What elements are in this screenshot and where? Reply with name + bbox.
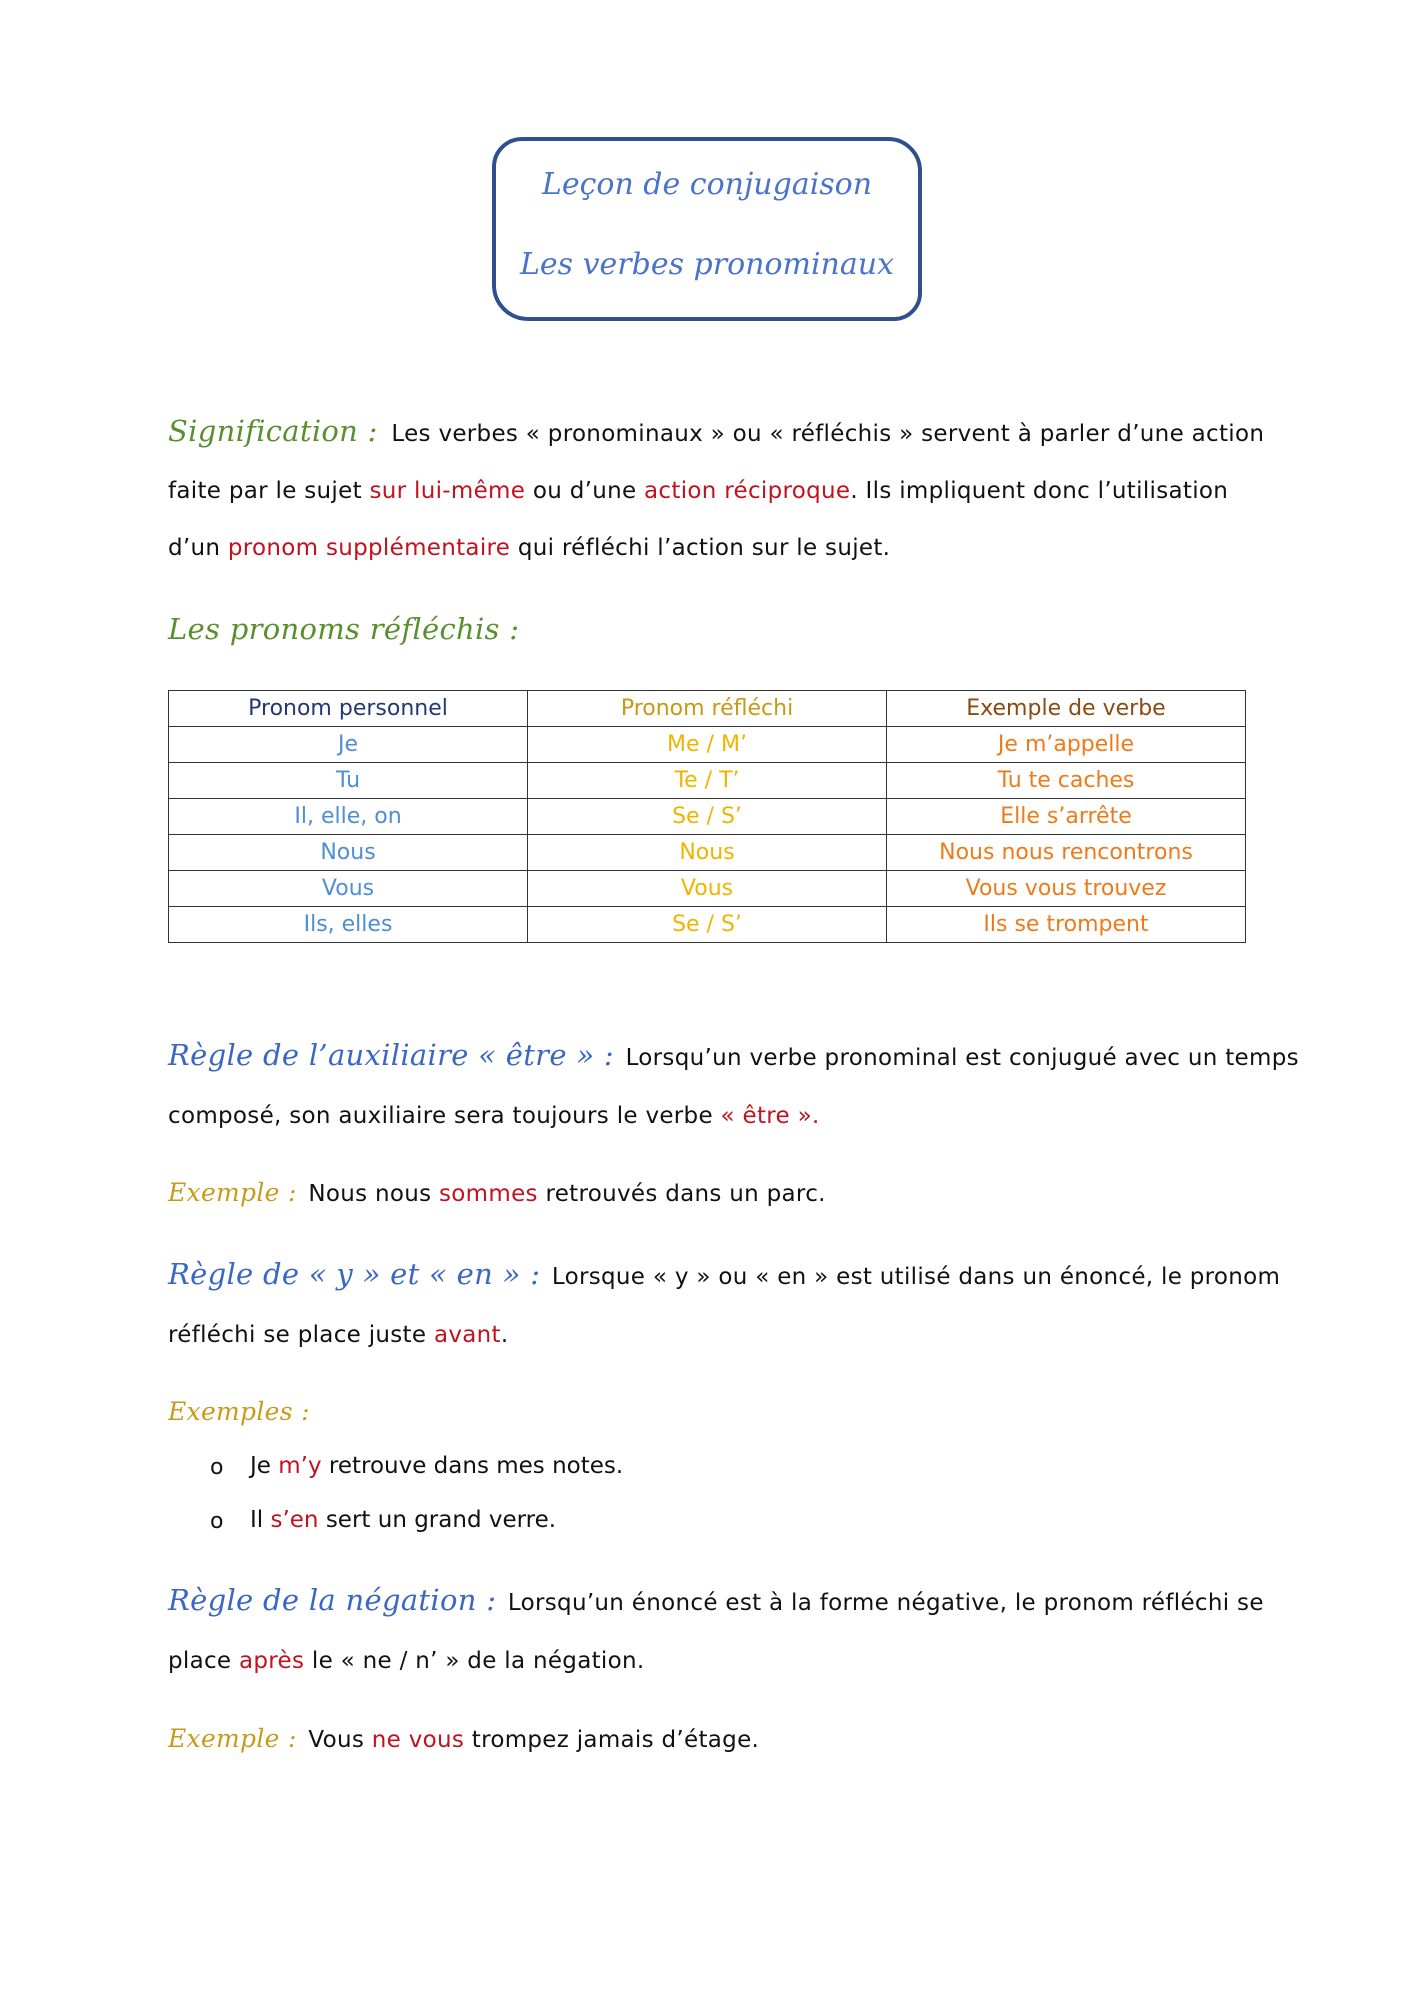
signification-line-1: Signification : Les verbes « pronominaux » ou « réfléchis » servent à parler d’une action	[168, 414, 1265, 448]
list-item: Il s’en sert un grand verre.	[250, 1507, 557, 1533]
negation-heading: Règle de la négation :	[168, 1583, 497, 1617]
bullet-icon: o	[210, 1509, 224, 1534]
table-header-row	[169, 691, 1246, 727]
header-pronom-personnel: Pronom personnel	[169, 691, 528, 727]
pronoms-heading-line	[168, 612, 519, 646]
signification-line-3: d’un pronom supplémentaire qui réfléchi l’action sur le sujet.	[168, 535, 891, 561]
table-row: Je Me / M’ Je m’appelle	[169, 727, 1246, 763]
lesson-subtitle: Les verbes pronominaux	[519, 247, 895, 282]
y-en-examples-label-line	[168, 1397, 310, 1426]
pronoms-table	[168, 690, 1246, 943]
header-pronom-reflechi: Pronom réfléchi	[528, 691, 887, 727]
negation-line-2: place après le « ne / n’ » de la négation.	[168, 1648, 645, 1674]
signification-line-2: faite par le sujet sur lui-même ou d’une action réciproque. Ils impliquent donc l’utilisation	[168, 478, 1229, 504]
y-en-line-1: Règle de « y » et « en » : Lorsque « y » ou « en » est utilisé dans un énoncé, le pronom	[168, 1257, 1281, 1291]
example-label: Exemple :	[168, 1178, 297, 1207]
y-en-line-2: réfléchi se place juste avant.	[168, 1322, 509, 1348]
list-item: Je m’y retrouve dans mes notes.	[250, 1453, 624, 1479]
lesson-title: Leçon de conjugaison	[541, 167, 873, 202]
auxiliaire-example: Exemple : Nous nous sommes retrouvés dans un parc.	[168, 1178, 826, 1207]
negation-example: Exemple : Vous ne vous trompez jamais d’étage.	[168, 1724, 760, 1753]
pronoms-heading: Les pronoms réfléchis :	[168, 612, 520, 646]
examples-label: Exemples :	[168, 1397, 310, 1426]
table-row: Il, elle, on Se / S’ Elle s’arrête	[169, 799, 1246, 835]
title-box	[492, 137, 922, 321]
auxiliaire-heading: Règle de l’auxiliaire « être » :	[168, 1038, 614, 1072]
table-row: Nous Nous Nous nous rencontrons	[169, 835, 1246, 871]
example-label: Exemple :	[168, 1724, 297, 1753]
table-row: Vous Vous Vous vous trouvez	[169, 871, 1246, 907]
table-row: Tu Te / T’ Tu te caches	[169, 763, 1246, 799]
bullet-icon: o	[210, 1455, 224, 1480]
auxiliaire-line-1: Règle de l’auxiliaire « être » : Lorsqu’un verbe pronominal est conjugué avec un temps	[168, 1038, 1299, 1072]
table-row: Ils, elles Se / S’ Ils se trompent	[169, 907, 1246, 943]
y-en-heading: Règle de « y » et « en » :	[168, 1257, 541, 1291]
negation-line-1: Règle de la négation : Lorsqu’un énoncé est à la forme négative, le pronom réfléchi se	[168, 1583, 1264, 1617]
header-exemple-verbe: Exemple de verbe	[887, 691, 1246, 727]
signification-heading: Signification :	[168, 414, 378, 448]
auxiliaire-line-2: composé, son auxiliaire sera toujours le verbe « être ».	[168, 1103, 820, 1129]
